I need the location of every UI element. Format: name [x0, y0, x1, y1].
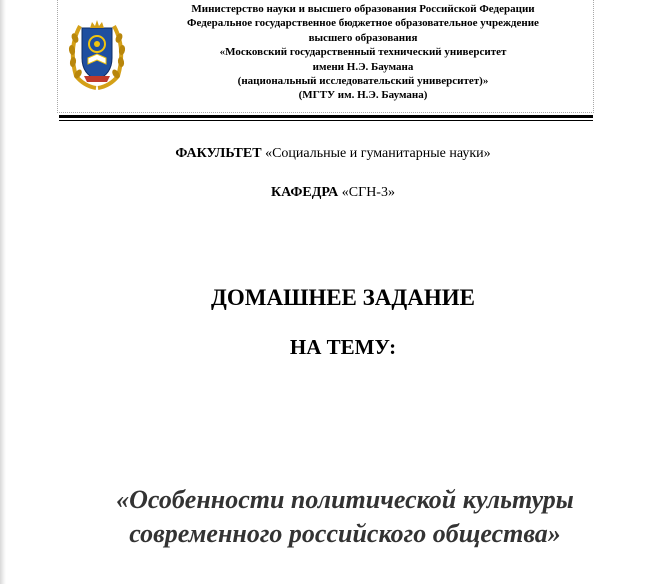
document-title: ДОМАШНЕЕ ЗАДАНИЕ: [211, 285, 475, 310]
department-label: КАФЕДРА: [271, 185, 339, 200]
header-line: (национальный исследовательский университет)»: [237, 75, 489, 88]
header-line: Министерство науки и высшего образования Российской Федерации: [191, 3, 535, 15]
department-value: «СГН-3»: [341, 185, 395, 200]
faculty-value: «Социальные и гуманитарные науки»: [265, 146, 491, 161]
faculty-line: [0, 145, 666, 163]
header-line: (МГТУ им. Н.Э. Баумана): [298, 89, 428, 102]
topic-line: «Особенности политической культуры: [116, 485, 574, 514]
header-line: Федеральное государственное бюджетное образовательное учреждение: [187, 17, 539, 30]
header-line: «Московский государственный технический университет: [219, 46, 507, 59]
topic-line: современного российского общества»: [129, 519, 561, 548]
department-line: [0, 184, 666, 202]
header-line: высшего образования: [308, 31, 418, 44]
header-divider-thick: [59, 115, 593, 118]
header-divider-thin: [59, 120, 593, 121]
header-line: имени Н.Э. Баумана: [312, 60, 414, 73]
document-subtitle: НА ТЕМУ:: [289, 335, 397, 359]
topic-title: [0, 483, 666, 551]
ministry-header: [140, 2, 586, 103]
faculty-label: ФАКУЛЬТЕТ: [175, 146, 262, 161]
university-emblem: [66, 18, 128, 92]
